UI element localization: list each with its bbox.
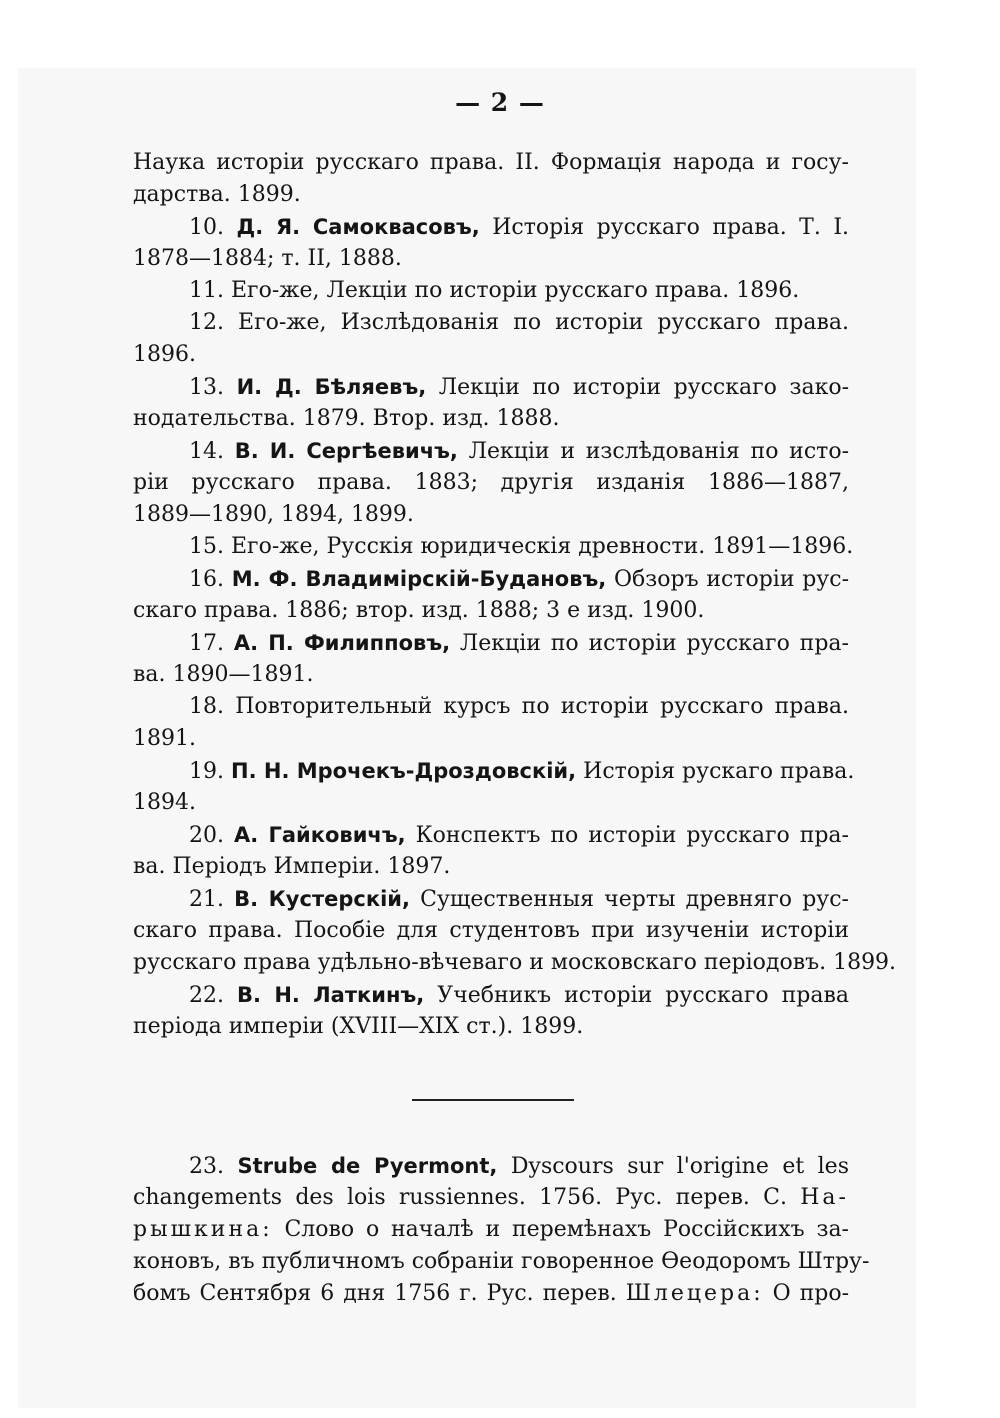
entry-first-line [133,627,849,659]
entry-text: Обзоръ исторіи рус- [614,567,850,592]
bibliography-entry-23 [133,1150,870,1310]
entry-continuation-line: 1878—1884; т. II, 1888. [133,246,402,271]
text-line: дарства. 1899. [133,182,301,207]
entry-continuation-line: 1891. [133,726,196,751]
entry-list [133,211,897,1043]
entry-number: 22. [189,983,224,1008]
entry-number: 15. [189,534,224,559]
entry-first-line [133,211,849,243]
entry-number: 17. [189,631,224,656]
entry-text: Его-же, Лекціи по исторіи русскаго права. 1896. [231,278,800,303]
entry-number: 18. [189,694,224,719]
entry-number: 14. [189,439,224,464]
entry-author: А. П. Филипповъ, [233,631,451,655]
page-number: — 2 — [455,88,545,117]
entry-continuation-line: нодательства. 1879. Втор. изд. 1888. [133,406,560,431]
bibliography-block [133,147,897,1043]
text-line [133,1182,849,1214]
entry-continuation-line: русскаго права удѣльно-вѣчеваго и московскаго періодовъ. 1899. [133,950,897,975]
entry-first-line [133,979,849,1011]
entry-text: Лекціи и изслѣдованія по исто- [468,439,849,464]
entry-text: Повторительный курсъ по исторіи русскаго права. [235,694,849,719]
entry-text: Конспектъ по исторіи русскаго пра- [415,823,849,848]
entry-author: В. Н. Латкинъ, [237,983,425,1007]
entry-continuation-line: ва. Періодъ Имперіи. 1897. [133,854,451,879]
entry-first-line [133,691,849,723]
entry-author: В. И. Сергѣевичъ, [234,439,458,463]
entry-number: 21. [189,887,224,912]
entry-number: 13. [189,375,224,400]
entry-continuation-line: 1896. [133,342,196,367]
entry-text: Исторія русскаго права. Т. I. [492,215,850,240]
entry-author: Д. Я. Самоквасовъ, [236,215,480,239]
text-line: Наука исторіи русскаго права. II. Формація народа и госу- [133,150,849,175]
entry-author: И. Д. Бѣляевъ, [236,375,427,399]
entry-author: П. Н. Мрочекъ-Дроздовскій, [231,759,577,783]
entry-number: 19. [189,759,224,784]
entry-text: Учебникъ исторіи русскаго права [437,983,849,1008]
entry-continuation-line: 1889—1890, 1894, 1899. [133,502,414,527]
entry-continuation-line: ва. 1890—1891. [133,662,314,687]
entry-first-line [133,883,849,915]
entry-author: А. Гайковичъ, [233,823,406,847]
entry-number: 12. [189,310,224,335]
entry-text: Его-же, Русскія юридическія древности. 1891—1896. [231,534,854,559]
entry-continuation-line: скаго права. 1886; втор. изд. 1888; 3 е изд. 1900. [133,598,705,623]
entry-text: Dyscours sur l'origine et les [510,1154,849,1179]
spaced-name: Шлецера: [625,1281,764,1306]
entry-number: 20. [189,823,224,848]
entry-first-line [133,307,849,339]
text-line [133,1278,849,1310]
entry-first-line [133,531,854,563]
entry-text: Его-же, Изслѣдованія по исторіи русскаго права. [238,310,850,335]
entry-text: Существенныя черты древняго рус- [420,887,849,912]
entry-continuation-line: періода имперіи (XVIII—XIX ст.). 1899. [133,1014,584,1039]
entry-author: В. Кустерскій, [234,887,410,911]
entry-text: Лекціи по исторіи русскаго зако- [438,375,849,400]
spaced-name: рышкина: [133,1217,273,1242]
entry-text: бомъ Сентября 6 дня 1756 г. Рус. перев. [133,1281,617,1306]
entry-text: Слово о началѣ и перемѣнахъ Россійскихъ за- [284,1217,849,1242]
text-line [133,1214,849,1246]
entry-continuation-line: скаго права. Пособіе для студентовъ при изученіи исторіи [133,918,849,943]
text-line: коновъ, въ публичномъ собраніи говоренное Ѳеодоромъ Штру- [133,1249,870,1274]
entry-text: О про- [772,1281,849,1306]
entry-first-line [133,755,855,787]
entry-number: 23. [189,1154,224,1179]
entry-text: changements des lois russiennes. 1756. Рус. перев. С. [133,1185,787,1210]
entry-first-line [133,819,849,851]
entry-first-line [133,563,849,595]
entry-text: Исторія рускаго права. [583,759,855,784]
entry-text: Лекціи по исторіи русскаго пра- [459,631,849,656]
entry-first-line [133,275,849,307]
entry-author: М. Ф. Владимірскій-Будановъ, [231,567,607,591]
entry-number: 11. [189,278,224,303]
entry-number: 16. [189,567,224,592]
entry-first-line [133,371,849,403]
entry-first-line [133,435,849,467]
spaced-name: На- [800,1185,849,1210]
entry-number: 10. [189,215,224,240]
entry-continuation-line: 1894. [133,790,196,815]
text-line [133,1150,849,1182]
entry-continuation-line: ріи русскаго права. 1883; другія изданія 1886—1887, [133,470,849,495]
entry-author: Strube de Pyermont, [237,1154,498,1178]
section-divider [412,1099,574,1101]
